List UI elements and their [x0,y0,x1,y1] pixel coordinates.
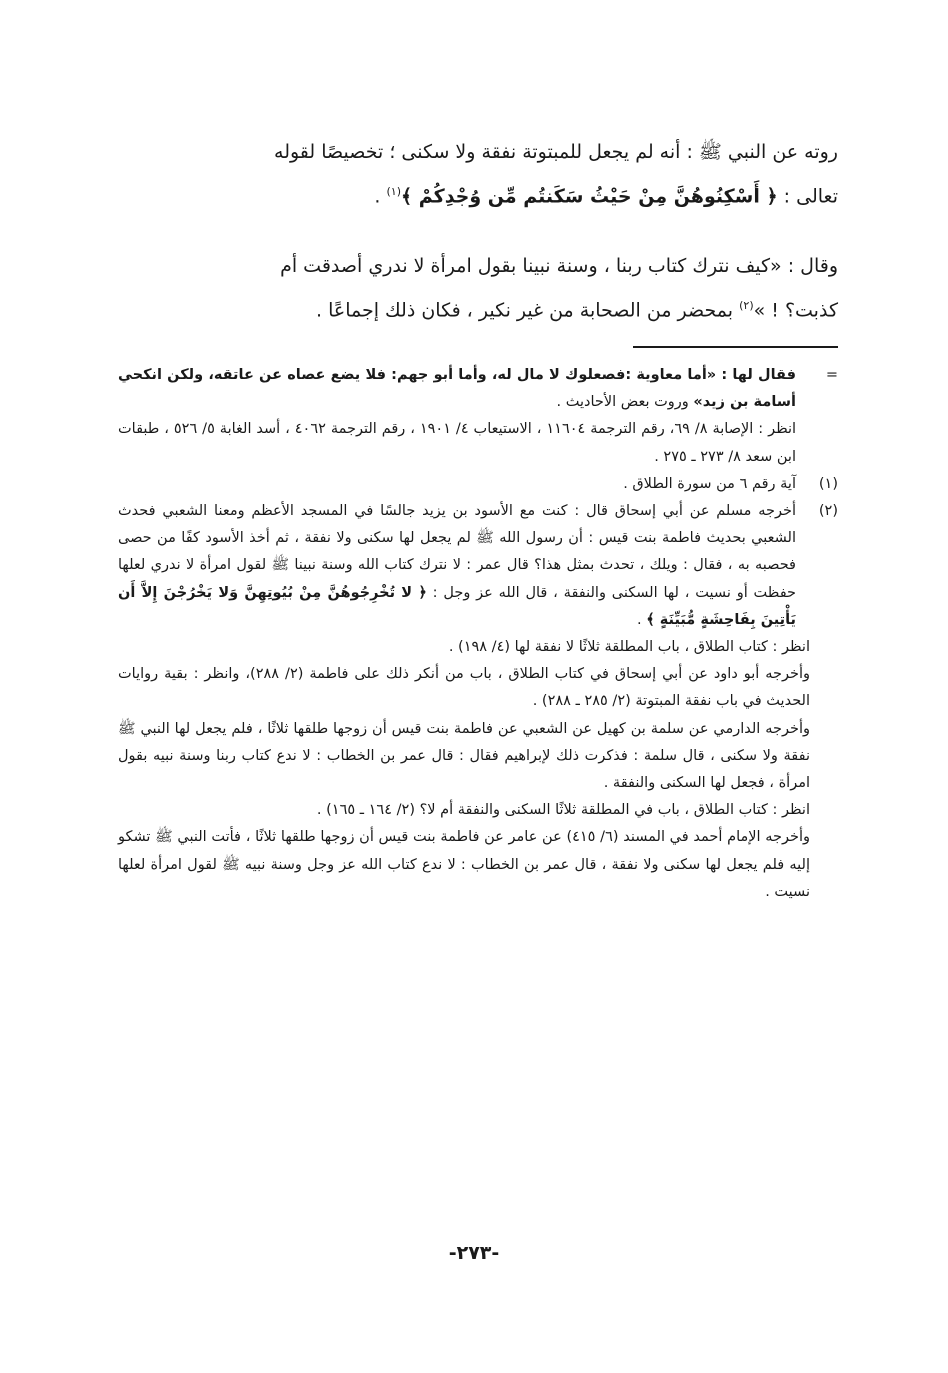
main-paragraph-1 [118,132,838,216]
footnote-paragraph: وأخرجه الدارمي عن سلمة بن كهيل عن الشعبي عن فاطمة بنت قيس أن زوجها طلقها ثلاثًا ، فلم يجعل لها النبي ﷺ نفقة ولا سكنى ، قال سلمة : فذكرت ذلك لإبراهيم فقال : قال عمر بن الخطاب : لا ندع كتاب ربنا وسنة نبيه بقول امرأة ، فجعل لها السكنى والنفقة . [118,720,810,792]
page-number: -٢٧٣- [448,1242,500,1264]
footnote-continuation [118,362,838,471]
quran-verse: ﴿ لا تُخْرِجُوهُنَّ مِنْ بُيُوتِهِنَّ وَلا يَخْرُجْنَ إِلاَّ أَن يَأْتِينَ بِفَاحِشَةٍ مُّبَيِّنَةٍ ﴾ [118,584,796,628]
main-text: روته عن النبي ﷺ : أنه لم يجعل للمبتوتة نفقة ولا سكنى ؛ تخصيصًا لقوله [274,141,838,163]
footnote-reference: انظر : كتاب الطلاق ، باب المطلقة ثلاثًا لا نفقة لها (٤/ ١٩٨) . [448,639,810,656]
footnote-quote: فقال لها : «أما معاوية :فصعلوك لا مال له، وأما أبو جهم: فلا يضع عصاه عن عاتقه، ولكن انكحي أسامة بن زيد» [118,367,796,411]
footnote-reference: انظر : كتاب الطلاق ، باب في المطلقة ثلاثًا السكنى والنفقة أم لا؟ (٢/ ١٦٤ ـ ١٦٥) . [316,802,810,819]
footnote-text: آية رقم ٦ من سورة الطلاق . [623,475,796,492]
footnote-ref-1[interactable]: (١) [386,185,402,198]
main-paragraph-2 [118,246,838,330]
main-text: كذبت؟ ! » [753,299,838,322]
footnote-text: . [636,611,647,628]
footnote-separator [633,346,838,348]
footnote-paragraph: وأخرجه الإمام أحمد في المسند (٦/ ٤١٥) عن عامر عن فاطمة بنت قيس أن زوجها طلقها ثلاثًا ، فأتت النبي ﷺ تشكو إليه فلم يجعل لها سكنى ولا نفقة ، قال عمر بن الخطاب : لا ندع كتاب الله عز وجل وسنة نبيه ﷺ لقول امرأة لعلها نسيت . [118,829,810,900]
main-line [118,172,838,216]
main-text: بمحضر من الصحابة من غير نكير ، فكان ذلك إجماعًا . [315,299,740,322]
footnote-text: وروت بعض الأحاديث . [556,394,694,411]
footnote-marker: (١) [818,475,838,492]
main-text: . [374,185,387,208]
quran-verse: ﴿ أَسْكِنُوهُنَّ مِنْ حَيْثُ سَكَنتُم مِّن وُجْدِكُمْ ﴾ [401,185,778,208]
main-line [118,286,838,330]
main-line [118,132,838,172]
main-text: وقال : «كيف نترك كتاب ربنا ، وسنة نبينا بقول امرأة لا ندري أصدقت أم [280,255,838,277]
footnote-references: انظر : الإصابة ٨/ ٦٩، رقم الترجمة ١١٦٠٤ ، الاستيعاب ٤/ ١٩٠١ ، رقم الترجمة ٤٠٦٢ ، أسد الغابة ٥/ ٥٢٦ ، طبقات ابن سعد ٨/ ٢٧٣ ـ ٢٧٥ . [118,421,797,465]
footnote-marker: (٢) [818,503,838,520]
main-line [118,246,838,286]
footnotes [118,362,838,906]
footnote-2 [118,498,838,906]
footnote-ref-2[interactable]: (٢) [739,299,754,312]
footnote-text: أخرجه مسلم عن أبي إسحاق قال : كنت مع الأسود بن يزيد جالسًا في المسجد الأعظم ومعنا الشعبي فحدث الشعبي بحديث فاطمة بنت قيس : أن رسول الله ﷺ لم يجعل لها سكنى ولا نفقة ، ثم أخذ الأسود كفًا من حصى فحصبه به ، فقال : ويلك ، تحدث بمثل هذا؟ قال عمر : لا نترك كتاب الله وسنة نبينا ﷺ لقول امرأة لا ندري لعلها حفظت أو نسيت ، لها السكنى والنفقة ، قال الله عز وجل : [118,503,796,601]
footnote-1 [118,471,838,498]
continuation-marker: = [825,367,838,383]
footnote-paragraph: وأخرجه أبو داود عن أبي إسحاق في كتاب الطلاق ، باب من أنكر ذلك على فاطمة (٢/ ٢٨٨)، وانظر : بقية روايات الحديث في باب نفقة المبتوتة (٢/ ٢٨٥ ـ ٢٨٨) . [118,666,811,710]
main-text: تعالى : [777,185,838,208]
